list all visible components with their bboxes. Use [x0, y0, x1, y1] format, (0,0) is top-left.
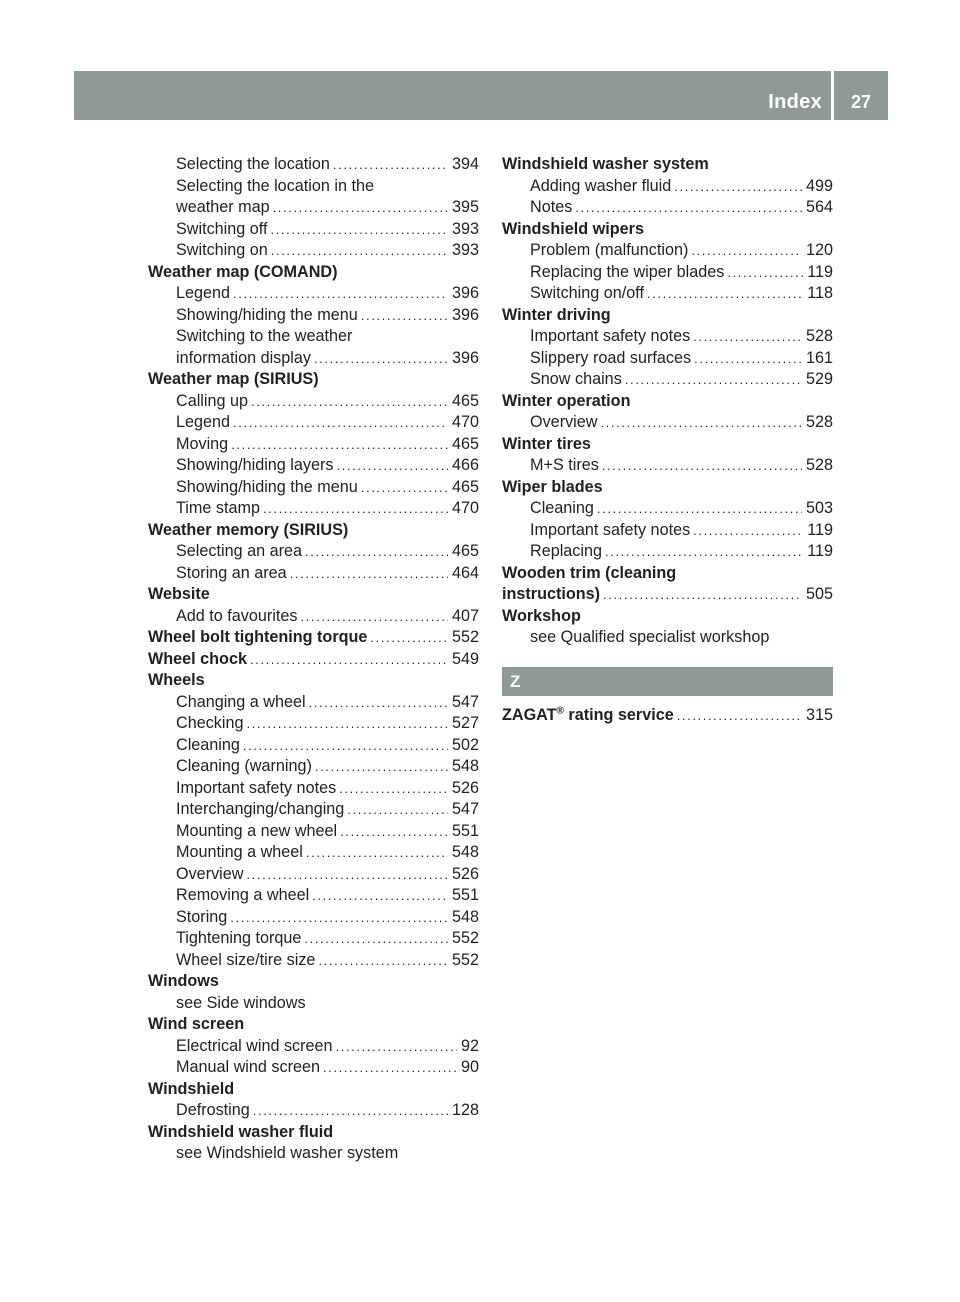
index-heading: [502, 477, 833, 499]
page-reference: 529: [805, 370, 833, 388]
entry-label: Windshield wipers: [502, 219, 644, 238]
index-entry: [148, 305, 479, 327]
section-letter-band: Z: [502, 667, 833, 696]
page-reference: 464: [451, 563, 479, 582]
dot-leader: [575, 197, 802, 219]
index-entry: [148, 240, 479, 262]
page-reference: 526: [451, 778, 479, 797]
dot-leader: [347, 799, 448, 821]
dot-leader: [339, 778, 448, 800]
entry-label: Storing an area: [176, 563, 287, 582]
entry-label: Legend: [176, 413, 231, 431]
dot-leader: [251, 391, 448, 413]
dot-leader: [693, 326, 802, 348]
page-reference: 548: [451, 843, 479, 861]
dot-leader: [647, 283, 803, 305]
page-reference: 548: [451, 907, 479, 926]
header-title: Index: [768, 91, 822, 113]
page-reference: 547: [451, 692, 479, 711]
entry-label: Windshield: [148, 1079, 235, 1098]
page-reference: 466: [451, 456, 479, 474]
index-entry: [502, 262, 833, 284]
dot-leader: [361, 477, 448, 499]
entry-label: weather map: [176, 198, 270, 216]
index-entry: [148, 606, 479, 628]
index-entry: [148, 498, 479, 520]
entry-label: Notes: [530, 198, 573, 216]
index-entry: [502, 326, 833, 348]
entry-label: see Side windows: [176, 993, 306, 1012]
dot-leader: [233, 283, 448, 305]
index-column-right: [502, 154, 833, 726]
page-reference: 549: [451, 649, 479, 668]
index-entry: [148, 907, 479, 929]
index-entry: [148, 434, 479, 456]
entry-label: Checking: [176, 714, 244, 732]
index-entry: [148, 778, 479, 800]
entry-label: Cleaning: [176, 735, 240, 754]
index-entry: [148, 197, 479, 219]
index-heading: [148, 1079, 479, 1101]
page-reference: 92: [460, 1036, 479, 1055]
index-entry: [148, 1100, 479, 1122]
page-reference: 552: [451, 929, 479, 947]
entry-label: Important safety notes: [530, 520, 691, 539]
entry-label: Overview: [530, 413, 598, 431]
index-entry: [148, 885, 479, 907]
index-entry: [502, 541, 833, 563]
entry-label: Wheel chock: [148, 649, 247, 668]
page-reference: 395: [451, 198, 479, 216]
page-reference: 551: [451, 886, 479, 904]
index-entry: [148, 455, 479, 477]
dot-leader: [270, 219, 448, 241]
page-reference: 502: [451, 735, 479, 754]
page-reference: 528: [805, 413, 833, 431]
dot-leader: [230, 907, 448, 929]
page-reference: 548: [451, 757, 479, 775]
entry-label: Replacing the wiper blades: [530, 262, 725, 281]
index-entry: [502, 176, 833, 198]
index-entry: [148, 842, 479, 864]
dot-leader: [304, 928, 448, 950]
index-heading: [148, 584, 479, 606]
page-reference: 465: [451, 477, 479, 496]
index-heading: [148, 670, 479, 692]
entry-label: Wheels: [148, 671, 205, 689]
index-entry: [148, 950, 479, 972]
dot-leader: [693, 520, 803, 542]
entry-label: Interchanging/changing: [176, 800, 345, 818]
page-reference: 465: [451, 542, 479, 560]
index-entry: [502, 520, 833, 542]
dot-leader: [625, 369, 802, 391]
index-entry: [502, 584, 833, 606]
entry-label: Selecting the location in the: [176, 176, 374, 195]
entry-label: Important safety notes: [176, 778, 337, 797]
index-entry: [148, 412, 479, 434]
page-number: 27: [850, 92, 872, 112]
page-reference: 393: [451, 219, 479, 238]
dot-leader: [246, 864, 448, 886]
page-reference: 552: [451, 628, 479, 646]
entry-label: M+S tires: [530, 456, 599, 474]
dot-leader: [305, 541, 448, 563]
entry-label: Workshop: [502, 606, 581, 625]
entry-label: Changing a wheel: [176, 692, 306, 711]
index-entry: [502, 498, 833, 520]
dot-leader: [271, 240, 448, 262]
index-entry: [148, 541, 479, 563]
entry-label: Manual wind screen: [176, 1058, 320, 1076]
page-reference: 528: [805, 456, 833, 474]
index-entry: [148, 821, 479, 843]
index-heading: [148, 369, 479, 391]
entry-label: Showing/hiding layers: [176, 456, 334, 474]
index-entry: [148, 713, 479, 735]
entry-label: Replacing: [530, 542, 602, 560]
dot-leader: [300, 606, 448, 628]
page-reference: 119: [807, 542, 833, 560]
entry-label: Switching on/off: [530, 284, 644, 302]
index-heading: [502, 219, 833, 241]
entry-label: Weather map (SIRIUS): [148, 370, 319, 388]
entry-label: Switching on: [176, 241, 268, 259]
entry-label: Winter driving: [502, 305, 611, 324]
entry-label: Slippery road surfaces: [530, 348, 692, 367]
index-entry: [502, 197, 833, 219]
page-reference: 315: [805, 705, 833, 724]
page-reference: 505: [805, 585, 833, 603]
index-entry: [148, 283, 479, 305]
dot-leader: [312, 885, 448, 907]
page-reference: 527: [451, 714, 479, 732]
entry-label: Adding washer fluid: [530, 176, 672, 195]
dot-leader: [370, 627, 448, 649]
index-entry: [502, 627, 833, 649]
entry-label: Windshield washer fluid: [148, 1122, 334, 1141]
page-reference: 119: [807, 520, 833, 539]
page-reference: 526: [451, 864, 479, 883]
index-entry: [148, 563, 479, 585]
dot-leader: [727, 262, 803, 284]
dot-leader: [250, 649, 448, 671]
dot-leader: [694, 348, 802, 370]
index-heading: [502, 434, 833, 456]
index-entry: [148, 176, 479, 198]
page-reference: 90: [460, 1058, 479, 1076]
entry-label: Cleaning: [530, 499, 594, 517]
page-reference: 547: [451, 800, 479, 818]
index-heading: [148, 1122, 479, 1144]
dot-leader: [309, 692, 448, 714]
entry-label: Windows: [148, 972, 219, 990]
entry-label: Snow chains: [530, 370, 622, 388]
page-reference: 394: [451, 155, 479, 173]
page-reference: 528: [805, 327, 833, 345]
index-entry: [148, 864, 479, 886]
entry-label: Selecting the location: [176, 155, 330, 173]
page-header: [74, 71, 888, 120]
page-reference: 393: [451, 241, 479, 259]
entry-label: see Windshield washer system: [176, 1144, 399, 1162]
index-entry: [148, 692, 479, 714]
entry-label: Wooden trim (cleaning: [502, 563, 677, 582]
dot-leader: [315, 756, 448, 778]
entry-label: Add to favourites: [176, 606, 298, 625]
dot-leader: [233, 412, 448, 434]
index-entry: [148, 219, 479, 241]
entry-label: Showing/hiding the menu: [176, 305, 358, 324]
index-entry: [148, 477, 479, 499]
dot-leader: [597, 498, 802, 520]
index-entry: [148, 154, 479, 176]
dot-leader: [600, 412, 802, 434]
dot-leader: [336, 455, 448, 477]
index-entry: [148, 627, 479, 649]
dot-leader: [247, 713, 448, 735]
dot-leader: [602, 455, 802, 477]
dot-leader: [290, 563, 448, 585]
entry-label: Calling up: [176, 391, 248, 410]
index-heading: [502, 305, 833, 327]
dot-leader: [243, 735, 448, 757]
index-entry: [148, 1057, 479, 1079]
dot-leader: [605, 541, 803, 563]
index-entry: [502, 705, 833, 727]
index-entry: [502, 455, 833, 477]
entry-label: Mounting a wheel: [176, 843, 303, 861]
entry-label: Defrosting: [176, 1101, 250, 1119]
entry-label: Storing: [176, 907, 228, 926]
index-entry: [148, 799, 479, 821]
entry-label: Mounting a new wheel: [176, 821, 338, 840]
entry-label: Cleaning (warning): [176, 757, 312, 775]
entry-label: Problem (malfunction): [530, 241, 689, 259]
entry-label: Wheel bolt tightening torque: [148, 628, 368, 646]
entry-label: Weather map (COMAND): [148, 262, 338, 281]
entry-label: Overview: [176, 864, 244, 883]
page-reference: 503: [805, 499, 833, 517]
dot-leader: [677, 705, 802, 727]
index-entry: [148, 993, 479, 1015]
dot-leader: [263, 498, 448, 520]
dot-leader: [318, 950, 448, 972]
page-reference: 564: [805, 198, 833, 216]
dot-leader: [361, 305, 448, 327]
index-entry: [148, 1036, 479, 1058]
entry-label: Windshield washer system: [502, 155, 709, 173]
page-reference: 396: [451, 305, 479, 324]
dot-leader: [306, 842, 448, 864]
index-heading: [502, 391, 833, 413]
index-heading: [148, 971, 479, 993]
entry-label: instructions): [502, 585, 601, 603]
index-entry: [502, 369, 833, 391]
page-reference: 551: [451, 821, 479, 840]
index-heading: [148, 520, 479, 542]
page-reference: 396: [451, 284, 479, 302]
page-reference: 120: [805, 241, 833, 259]
index-column-left: [148, 154, 479, 1165]
index-entry: [148, 348, 479, 370]
index-entry: [148, 326, 479, 348]
entry-label: Moving: [176, 434, 229, 453]
page-reference: 470: [451, 413, 479, 431]
page-reference: 396: [451, 348, 479, 367]
entry-label: Weather memory (SIRIUS): [148, 520, 349, 539]
index-heading: [148, 262, 479, 284]
entry-label: Wheel size/tire size: [176, 950, 316, 969]
page-reference: 128: [451, 1101, 479, 1119]
dot-leader: [336, 1036, 457, 1058]
entry-label: Wind screen: [148, 1015, 245, 1033]
page-reference: 465: [451, 391, 479, 410]
entry-label-suffix: rating service: [563, 705, 674, 724]
entry-label: Winter operation: [502, 391, 631, 410]
page-reference: 465: [451, 434, 479, 453]
dot-leader: [674, 176, 802, 198]
index-heading: [502, 606, 833, 628]
entry-label: [502, 705, 674, 727]
entry-label: Legend: [176, 284, 231, 302]
entry-label: Tightening torque: [176, 929, 302, 947]
index-entry: [148, 649, 479, 671]
index-entry: [502, 240, 833, 262]
dot-leader: [340, 821, 448, 843]
entry-label: Important safety notes: [530, 327, 691, 345]
index-heading: [502, 563, 833, 585]
index-entry: [148, 928, 479, 950]
entry-label: Switching off: [176, 219, 268, 238]
index-entry: [502, 283, 833, 305]
registered-mark: ®: [556, 705, 564, 717]
index-entry: [502, 412, 833, 434]
page-reference: 161: [805, 348, 833, 367]
dot-leader: [231, 434, 448, 456]
dot-leader: [273, 197, 448, 219]
index-entry: [148, 756, 479, 778]
index-heading: [502, 154, 833, 176]
index-heading: [148, 1014, 479, 1036]
entry-label-main: ZAGAT: [502, 705, 557, 724]
page-reference: 407: [451, 606, 479, 625]
entry-label: Wiper blades: [502, 477, 603, 496]
dot-leader: [333, 154, 448, 176]
index-entry: [148, 1143, 479, 1165]
dot-leader: [314, 348, 448, 370]
index-entry: [148, 735, 479, 757]
index-entry: [502, 348, 833, 370]
entry-label: Electrical wind screen: [176, 1036, 333, 1055]
page-reference: 118: [807, 284, 833, 302]
dot-leader: [323, 1057, 457, 1079]
index-entry: [148, 391, 479, 413]
page-reference: 470: [451, 499, 479, 517]
entry-label: Removing a wheel: [176, 886, 310, 904]
page-reference: 552: [451, 950, 479, 969]
dot-leader: [253, 1100, 448, 1122]
entry-label: Time stamp: [176, 499, 260, 517]
entry-label: Selecting an area: [176, 542, 302, 560]
entry-label: Website: [148, 585, 210, 603]
entry-label: Showing/hiding the menu: [176, 477, 358, 496]
page-reference: 499: [805, 176, 833, 195]
entry-label: see Qualified specialist workshop: [530, 628, 770, 646]
entry-label: Winter tires: [502, 434, 591, 453]
entry-label: information display: [176, 348, 311, 367]
dot-leader: [603, 584, 802, 606]
page-reference: 119: [807, 262, 833, 281]
dot-leader: [691, 240, 802, 262]
entry-label: Switching to the weather: [176, 327, 353, 345]
